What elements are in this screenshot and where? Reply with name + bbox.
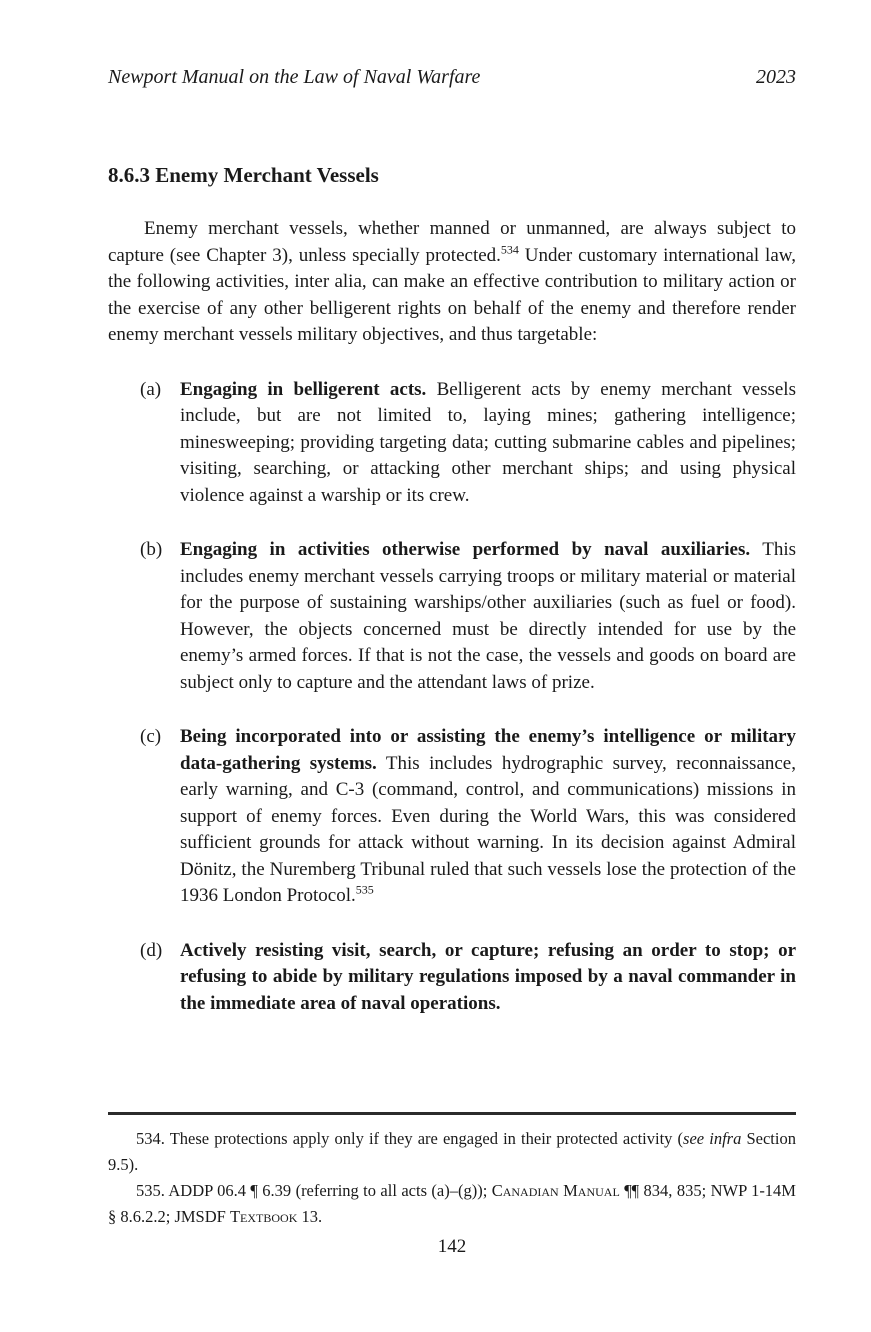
intro-text-before-ref: Enemy merchant vessels, whether manned or unmanned, are always subject to capture (see Chapter 3), unless specially protected.: [108, 218, 796, 266]
footnote-534-text: 534. These protections apply only if they are engaged in their protected activity (: [136, 1129, 684, 1148]
footnotes-section: [108, 1126, 796, 1230]
footnote-535-smallcaps-textbook: Textbook: [229, 1207, 298, 1226]
footnote-ref-534: 534: [500, 242, 519, 257]
page-number: 142: [437, 1236, 467, 1257]
footnote-535-text: 535. ADDP 06.4 ¶ 6.39 (referring to all acts (a)–(g));: [136, 1181, 492, 1200]
section-heading: 8.6.3 Enemy Merchant Vessels: [108, 163, 379, 187]
list-item-d-bold-lead: Actively resisting visit, search, or capture; refusing an order to stop; or refusing to abide by military regulations imposed by a naval commander in the immediate area of naval operations.: [180, 939, 796, 1014]
footnote-534-text-end: Section 9.5).: [108, 1129, 796, 1174]
list-item-d-marker: (d): [140, 939, 163, 961]
list-item-a-body-text: Belligerent acts by enemy merchant vessels include, but are not limited to, laying mines; gathering intelligence; minesweeping; providing targeting data; cutting submarine cables and pipelines; visiting, searching, or attacking other merchant ships; and using physical violence against a warship or its crew.: [180, 378, 796, 506]
list-item-a-text: [180, 377, 796, 510]
footnote-535-smallcaps-canadian-manual: Canadian Manual: [491, 1181, 620, 1200]
list-item-b-body-text: This includes enemy merchant vessels carrying troops or military material or material for the purpose of sustaining warships/other auxiliaries (such as fuel or food). However, the objects concerned must be directly intended for use by the enemy’s armed forces. If that is not the case, the vessels and goods on board are subject only to capture and the attendant laws of prize.: [180, 539, 797, 693]
intro-text-after-ref: Under customary international law, the following activities, inter alia, can make an effective contribution to military action or the exercise of any other belligerent rights on behalf of the enemy and therefore render enemy merchant vessels military objectives, and thus targetable:: [108, 244, 796, 345]
footnote-separator-rule: [108, 1112, 796, 1115]
list-item-b-marker: (b): [140, 539, 163, 560]
footnote-534: [108, 1126, 796, 1178]
footnote-535-text-end: 13.: [297, 1207, 323, 1226]
intro-paragraph: [108, 216, 796, 349]
list-item-a-marker: (a): [140, 378, 162, 400]
list-item-a-bold-lead: Engaging in belligerent acts.: [180, 378, 427, 400]
list-item-c: [108, 724, 796, 910]
list-item-c-body-text: This includes hydrographic survey, reconnaissance, early warning, and C-3 (command, control, and communications) missions in support of enemy forces. Even during the World Wars, this was considered sufficient grounds for attack without warning. In its decision against Admiral Dönitz, the Nuremberg Tribunal ruled that such vessels lose the protection of the 1936 London Protocol.: [180, 752, 796, 906]
list-item-b-text: [180, 537, 796, 696]
list-item-b-bold-lead: Engaging in activities otherwise performed by naval auxiliaries.: [180, 539, 751, 560]
running-head-title: Newport Manual on the Law of Naval Warfare: [108, 66, 481, 88]
footnote-534-italic-run: see infra: [683, 1129, 742, 1148]
list-item-c-bold-lead: Being incorporated into or assisting the enemy’s intelligence or military data-gathering systems.: [180, 726, 796, 774]
list-item-b: [108, 537, 796, 696]
list-item-d: [108, 938, 796, 1018]
running-head: [108, 64, 796, 90]
list-item-c-marker: (c): [140, 726, 162, 747]
list-item-a: [108, 377, 796, 510]
list-item-c-text: [180, 724, 796, 910]
text-column: [108, 0, 796, 1017]
footnote-ref-535: 535: [355, 882, 374, 897]
footnote-535-text-mid: ¶¶ 834, 835; NWP 1-14M § 8.6.2.2; JMSDF: [108, 1181, 796, 1226]
list-item-d-text: [180, 938, 796, 1018]
footnote-535: [108, 1178, 796, 1230]
running-head-year: 2023: [756, 66, 796, 88]
